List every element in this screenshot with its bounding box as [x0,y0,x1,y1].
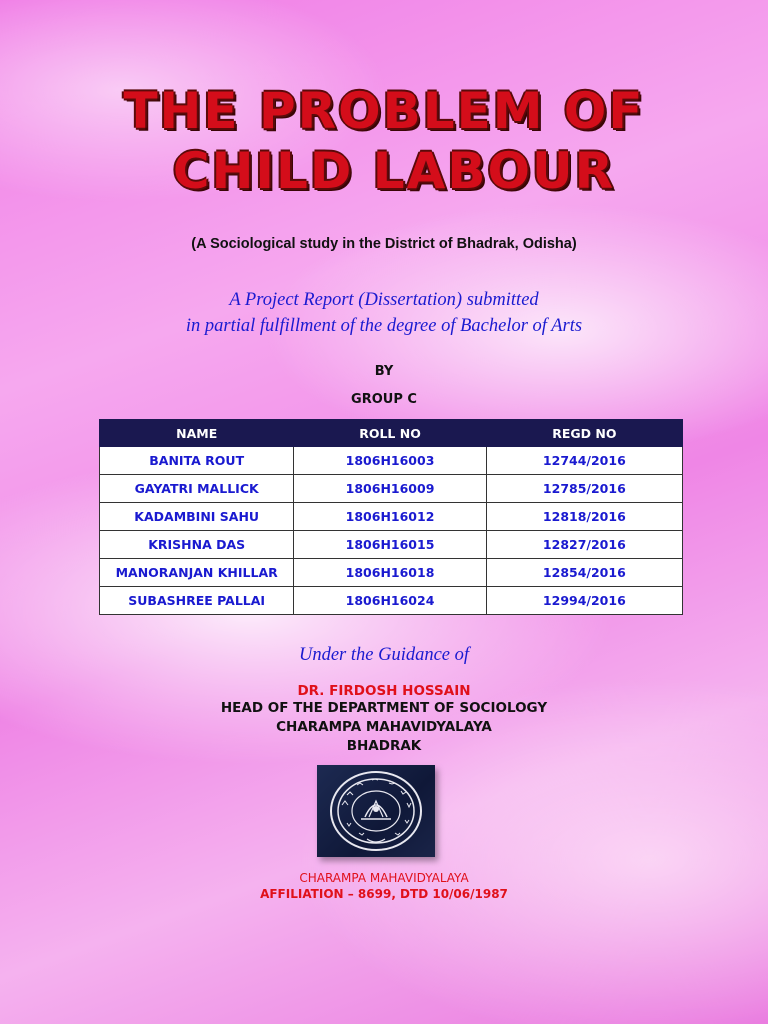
cell-name: KADAMBINI SAHU [100,503,294,531]
report-line-2: in partial fulfillment of the degree of Bachelor of Arts [185,316,583,336]
cell-regd-no: 12854/2016 [486,559,682,587]
cell-regd-no: 12785/2016 [486,475,682,503]
cell-roll-no: 1806H16003 [294,447,486,475]
footer-affiliation: AFFILIATION – 8699, DTD 10/06/1987 [260,887,508,901]
cell-roll-no: 1806H16015 [294,531,486,559]
cell-regd-no: 12827/2016 [486,531,682,559]
cell-regd-no: 12994/2016 [486,587,682,615]
cell-name: GAYATRI MALLICK [100,475,294,503]
header-name: NAME [100,420,294,447]
by-label: BY [374,364,394,379]
cell-name: BANITA ROUT [100,447,294,475]
page-title-line-2: CHILD LABOUR [172,142,616,200]
table-row [100,475,683,503]
cell-roll-no: 1806H16012 [294,503,486,531]
footer-college: CHARAMPA MAHAVIDYALAYA [299,871,469,885]
subtitle: (A Sociological study in the District of Bhadrak, Odisha) [191,236,577,252]
cell-roll-no: 1806H16009 [294,475,486,503]
header-roll-no: ROLL NO [294,420,486,447]
college-seal-icon [317,765,435,857]
guide-city: BHADRAK [346,738,422,754]
cell-name: KRISHNA DAS [100,531,294,559]
table-header-row [100,420,683,447]
guide-title: HEAD OF THE DEPARTMENT OF SOCIOLOGY [220,700,548,716]
table-row [100,531,683,559]
cell-roll-no: 1806H16024 [294,587,486,615]
table-row [100,447,683,475]
cell-name: MANORANJAN KHILLAR [100,559,294,587]
table-row [100,503,683,531]
page-title-line-1: THE PROBLEM OF [123,82,645,140]
header-regd-no: REGD NO [486,420,682,447]
cell-name: SUBASHREE PALLAI [100,587,294,615]
cell-regd-no: 12744/2016 [486,447,682,475]
members-table [99,419,683,615]
table-row [100,587,683,615]
guidance-label: Under the Guidance of [298,645,470,665]
table-row [100,559,683,587]
report-line-1: A Project Report (Dissertation) submitted [229,290,539,310]
guide-name: DR. FIRDOSH HOSSAIN [297,683,471,699]
group-label: GROUP C [351,392,417,407]
cell-roll-no: 1806H16018 [294,559,486,587]
guide-college: CHARAMPA MAHAVIDYALAYA [276,719,492,735]
cell-regd-no: 12818/2016 [486,503,682,531]
